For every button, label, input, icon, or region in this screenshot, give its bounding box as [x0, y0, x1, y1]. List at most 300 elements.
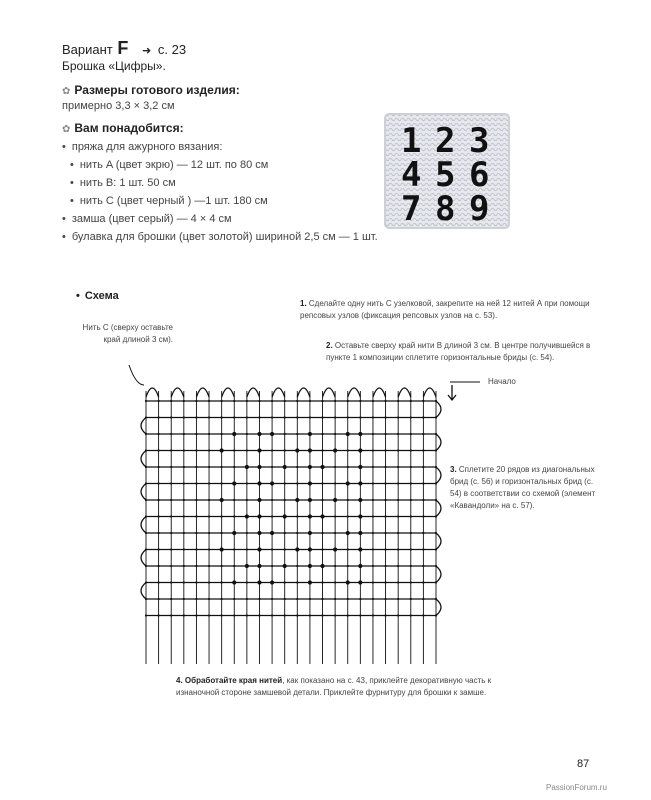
knot-dot	[195, 532, 197, 534]
knot-dot	[170, 581, 172, 583]
knot-dot	[284, 449, 286, 451]
knot-dot	[233, 499, 235, 501]
knot-dot	[384, 598, 386, 600]
knot-dot	[296, 400, 298, 402]
knot-dot	[296, 515, 298, 517]
knot-dot	[170, 532, 172, 534]
knot-dot	[296, 532, 298, 534]
knot-dot	[410, 499, 412, 501]
knot-dot	[435, 565, 437, 567]
knot-dot	[284, 532, 286, 534]
knot-dot	[334, 466, 336, 468]
knot-dot	[295, 448, 299, 452]
knot-dot	[334, 515, 336, 517]
knot-dot	[410, 466, 412, 468]
knot-dot	[372, 416, 374, 418]
knot-dot	[284, 548, 286, 550]
knot-dot	[422, 433, 424, 435]
top-loop	[247, 388, 260, 397]
knot-dot	[145, 433, 147, 435]
knot-dot	[435, 598, 437, 600]
knot-dot	[183, 614, 185, 616]
knot-dot	[233, 400, 235, 402]
knot-dot	[170, 548, 172, 550]
knot-dot	[257, 448, 261, 452]
knot-dot	[246, 614, 248, 616]
variant-label: Вариант	[62, 42, 113, 57]
item-title: Брошка «Цифры».	[62, 59, 166, 73]
knot-dot	[233, 565, 235, 567]
knot-dot	[221, 400, 223, 402]
knot-dot	[397, 400, 399, 402]
knot-dot	[158, 614, 160, 616]
top-loop	[171, 388, 184, 397]
knot-dot	[246, 598, 248, 600]
knot-dot	[170, 598, 172, 600]
knot-dot	[410, 548, 412, 550]
knot-dot	[183, 515, 185, 517]
knot-dot	[358, 531, 362, 535]
knot-dot	[359, 400, 361, 402]
knot-dot	[347, 416, 349, 418]
knot-dot	[183, 400, 185, 402]
top-loop	[423, 388, 436, 397]
knot-dot	[195, 433, 197, 435]
knot-dot	[258, 598, 260, 600]
knot-dot	[358, 564, 362, 568]
knot-dot	[321, 449, 323, 451]
knot-dot	[145, 532, 147, 534]
knot-dot	[145, 598, 147, 600]
knot-dot	[158, 400, 160, 402]
knot-dot	[358, 580, 362, 584]
knot-dot	[334, 482, 336, 484]
knot-dot	[158, 449, 160, 451]
knot-dot	[435, 548, 437, 550]
knot-dot	[321, 400, 323, 402]
knot-dot	[295, 498, 299, 502]
knot-dot	[334, 598, 336, 600]
knot-dot	[284, 433, 286, 435]
knot-dot	[397, 548, 399, 550]
knot-dot	[233, 515, 235, 517]
step-3-note: 3. Сплетите 20 рядов из диагональных брид (с. 56) и горизонтальных брид (с. 54) в соответствии со схемой (элемент «Кавандоли» на с. 57).	[450, 465, 596, 510]
photo-digit: 7	[401, 189, 422, 229]
knot-dot	[233, 416, 235, 418]
knot-dot	[372, 581, 374, 583]
knot-dot	[158, 466, 160, 468]
knot-dot	[233, 466, 235, 468]
knot-dot	[245, 465, 249, 469]
knot-dot	[308, 465, 312, 469]
knot-dot	[208, 466, 210, 468]
top-loop	[196, 388, 209, 397]
knot-dot	[221, 565, 223, 567]
knot-dot	[372, 466, 374, 468]
knot-dot	[257, 481, 261, 485]
knot-dot	[320, 465, 324, 469]
knot-dot	[372, 482, 374, 484]
knot-dot	[422, 466, 424, 468]
knot-dot	[208, 449, 210, 451]
knot-dot	[410, 515, 412, 517]
knot-dot	[233, 598, 235, 600]
knot-dot	[283, 564, 287, 568]
knot-dot	[397, 515, 399, 517]
knot-dot	[346, 531, 350, 535]
knot-dot	[183, 598, 185, 600]
knot-dot	[397, 433, 399, 435]
knot-dot	[283, 465, 287, 469]
photo-digit: 9	[469, 189, 490, 229]
knot-dot	[435, 416, 437, 418]
knot-dot	[384, 449, 386, 451]
knot-dot	[271, 499, 273, 501]
knot-dot	[410, 532, 412, 534]
photo-digit: 6	[469, 155, 490, 195]
knot-dot	[435, 532, 437, 534]
knot-dot	[321, 598, 323, 600]
knot-dot	[195, 565, 197, 567]
sizes-value: примерно 3,3 × 3,2 см	[62, 100, 175, 112]
knot-dot	[410, 433, 412, 435]
knot-dot	[372, 548, 374, 550]
knot-dot	[397, 466, 399, 468]
knot-dot	[358, 514, 362, 518]
knot-dot	[284, 400, 286, 402]
step-number: 2.	[326, 341, 333, 350]
materials-list	[62, 138, 378, 246]
start-label: Начало	[488, 377, 516, 386]
knot-dot	[435, 614, 437, 616]
knot-dot	[170, 416, 172, 418]
knot-dot	[195, 400, 197, 402]
knot-dot	[221, 598, 223, 600]
step-4-note: 4. Обработайте края нитей, как показано на с. 43, приклейте декоративную часть к изнаночной стороне замшевой детали. Приклейте фурнитуру для брошки к замше.	[176, 676, 492, 697]
knot-dot	[309, 614, 311, 616]
knot-dot	[208, 515, 210, 517]
step-1-note: 1. Сделайте одну нить С узелковой, закрепите на ней 12 нитей А при помощи репсовых узлов (фиксация репсовых узлов на с. 53).	[300, 299, 590, 320]
knot-dot	[246, 581, 248, 583]
knot-dot	[372, 515, 374, 517]
knot-dot	[195, 466, 197, 468]
knot-dot	[296, 581, 298, 583]
knot-dot	[372, 433, 374, 435]
knot-dot	[246, 482, 248, 484]
knot-dot	[221, 515, 223, 517]
knot-dot	[422, 449, 424, 451]
knot-dot	[170, 515, 172, 517]
knot-dot	[308, 564, 312, 568]
knot-dot	[295, 547, 299, 551]
knot-dot	[359, 598, 361, 600]
knot-dot	[183, 449, 185, 451]
knot-dot	[372, 499, 374, 501]
knot-dot	[257, 498, 261, 502]
knot-dot	[347, 548, 349, 550]
knot-dot	[397, 499, 399, 501]
knot-dot	[170, 449, 172, 451]
knot-dot	[372, 449, 374, 451]
knot-dot	[384, 565, 386, 567]
knot-dot	[245, 514, 249, 518]
knot-dot	[308, 531, 312, 535]
knot-dot	[270, 531, 274, 535]
knot-dot	[422, 581, 424, 583]
knot-dot	[271, 565, 273, 567]
knot-dot	[221, 532, 223, 534]
knot-dot	[271, 400, 273, 402]
knot-dot	[435, 400, 437, 402]
knot-dot	[321, 482, 323, 484]
knot-dot	[257, 465, 261, 469]
knot-dot	[158, 581, 160, 583]
knot-dot	[183, 581, 185, 583]
knot-dot	[158, 482, 160, 484]
knot-dot	[346, 481, 350, 485]
page-ref: с. 23	[157, 42, 187, 57]
knot-dot	[170, 499, 172, 501]
knot-dot	[221, 466, 223, 468]
knot-dot	[334, 565, 336, 567]
knot-dot	[246, 400, 248, 402]
knot-dot	[397, 614, 399, 616]
knot-dot	[195, 614, 197, 616]
knot-dot	[347, 565, 349, 567]
knot-dot	[221, 482, 223, 484]
knot-dot	[183, 499, 185, 501]
knot-dot	[308, 448, 312, 452]
knot-dot	[145, 614, 147, 616]
top-loop	[373, 388, 386, 397]
knot-dot	[246, 499, 248, 501]
knot-dot	[233, 548, 235, 550]
knot-dot	[296, 416, 298, 418]
knot-dot	[195, 416, 197, 418]
knot-dot	[257, 514, 261, 518]
photo-digit: 4	[401, 155, 422, 195]
top-loop	[348, 388, 361, 397]
list-item: • нить B: 1 шт. 50 см	[62, 174, 378, 192]
knot-dot	[384, 482, 386, 484]
thread-c-note: Нить С (сверху оставьте край длиной 3 см).	[82, 323, 173, 344]
knot-dot	[170, 466, 172, 468]
knot-dot	[145, 565, 147, 567]
knot-dot	[384, 548, 386, 550]
knot-dot	[358, 498, 362, 502]
list-item: • булавка для брошки (цвет золотой) шириной 2,5 см — 1 шт.	[62, 228, 378, 246]
knot-dot	[158, 515, 160, 517]
knot-dot	[233, 614, 235, 616]
knot-dot	[372, 532, 374, 534]
knot-dot	[220, 448, 224, 452]
knot-dot	[195, 449, 197, 451]
knot-dot	[422, 565, 424, 567]
knot-dot	[283, 514, 287, 518]
knot-dot	[347, 499, 349, 501]
knot-dot	[334, 581, 336, 583]
knot-dot	[435, 433, 437, 435]
knot-dot	[422, 614, 424, 616]
knot-dot	[384, 416, 386, 418]
knot-dot	[271, 548, 273, 550]
knot-dot	[208, 532, 210, 534]
list-item: • замша (цвет серый) — 4 × 4 см	[62, 210, 378, 228]
knot-dot	[358, 448, 362, 452]
knot-dot	[208, 482, 210, 484]
top-loop	[323, 388, 336, 397]
knot-dot	[308, 432, 312, 436]
knot-dot	[410, 614, 412, 616]
knot-dot	[145, 400, 147, 402]
list-item: • пряжа для ажурного вязания:	[62, 138, 378, 156]
knot-dot	[347, 598, 349, 600]
knot-dot	[145, 581, 147, 583]
knot-dot	[270, 432, 274, 436]
knot-dot	[422, 482, 424, 484]
knot-dot	[334, 400, 336, 402]
knot-dot	[232, 531, 236, 535]
knot-dot	[195, 581, 197, 583]
knot-dot	[422, 499, 424, 501]
knot-dot	[183, 482, 185, 484]
knot-dot	[195, 499, 197, 501]
knot-dot	[284, 581, 286, 583]
knot-dot	[308, 547, 312, 551]
knot-dot	[308, 481, 312, 485]
knot-dot	[410, 565, 412, 567]
knot-dot	[333, 448, 337, 452]
knot-dot	[158, 416, 160, 418]
top-loop	[146, 388, 159, 397]
top-loop	[272, 388, 285, 397]
knot-dot	[397, 532, 399, 534]
knot-dot	[246, 416, 248, 418]
sizes-heading: ✿ Размеры готового изделия:	[62, 83, 240, 97]
knot-dot	[410, 449, 412, 451]
knot-dot	[422, 598, 424, 600]
knot-dot	[158, 565, 160, 567]
knot-dot	[296, 482, 298, 484]
knot-dot	[422, 515, 424, 517]
knot-dot	[321, 499, 323, 501]
knot-dot	[296, 433, 298, 435]
variant-letter: F	[117, 38, 129, 58]
horizontal-rows	[141, 401, 441, 616]
step-number: 4.	[176, 676, 183, 685]
knot-dot	[384, 433, 386, 435]
knot-dot	[257, 564, 261, 568]
knot-dot	[208, 400, 210, 402]
variant-heading	[62, 38, 186, 59]
knot-dot	[183, 532, 185, 534]
knot-dot	[170, 482, 172, 484]
knot-dot	[410, 482, 412, 484]
knot-dot	[359, 416, 361, 418]
knot-dot	[170, 433, 172, 435]
list-item: • нить C (цвет черный ) —1 шт. 180 см	[62, 192, 378, 210]
knot-dot	[145, 499, 147, 501]
photo-digit: 1	[401, 121, 422, 161]
knot-dot	[435, 499, 437, 501]
knot-dot	[246, 433, 248, 435]
knot-dot	[384, 614, 386, 616]
materials-heading: ✿ Вам понадобится:	[62, 121, 184, 135]
knot-dot	[296, 565, 298, 567]
knot-dot	[296, 598, 298, 600]
knot-dot	[347, 614, 349, 616]
knot-dot	[308, 498, 312, 502]
knot-dot	[170, 400, 172, 402]
knot-dot	[270, 481, 274, 485]
top-loop	[398, 388, 411, 397]
knot-dot	[358, 465, 362, 469]
knot-dot	[384, 400, 386, 402]
knot-dot	[346, 432, 350, 436]
knot-dot	[145, 466, 147, 468]
step-number: 1.	[300, 299, 307, 308]
knot-dot	[320, 514, 324, 518]
knot-dot	[183, 466, 185, 468]
knot-dot	[245, 564, 249, 568]
knot-dot	[358, 481, 362, 485]
knot-dot	[145, 548, 147, 550]
top-loop	[222, 388, 235, 397]
knot-dot	[397, 416, 399, 418]
knot-dot	[333, 498, 337, 502]
knot-dot	[145, 449, 147, 451]
knot-dot	[334, 614, 336, 616]
knot-dot	[397, 581, 399, 583]
knot-dot	[309, 416, 311, 418]
knot-dot	[321, 548, 323, 550]
knot-dot	[258, 416, 260, 418]
schema-heading: • Схема	[76, 290, 119, 302]
knot-dot	[410, 598, 412, 600]
knot-dot	[321, 532, 323, 534]
product-photo	[383, 112, 511, 230]
knot-dot	[233, 449, 235, 451]
knot-dot	[158, 548, 160, 550]
knot-dot	[397, 449, 399, 451]
knot-dot	[384, 581, 386, 583]
step-number: 3.	[450, 465, 457, 474]
knot-dot	[208, 548, 210, 550]
knot-dot	[410, 581, 412, 583]
knot-dot	[422, 548, 424, 550]
knot-dot	[358, 547, 362, 551]
knot-dot	[271, 466, 273, 468]
step-2-note: 2. Оставьте сверху край нити В длиной 3 см. В центре получившейся в пункте 1 композиции сплетите горизонтальные бриды (с. 54).	[326, 341, 591, 362]
knot-dot	[309, 598, 311, 600]
knot-dot	[372, 598, 374, 600]
knot-dot	[246, 548, 248, 550]
knot-dot	[271, 598, 273, 600]
knot-dot	[170, 614, 172, 616]
knot-dot	[271, 614, 273, 616]
knot-dot	[145, 515, 147, 517]
knot-dot	[221, 416, 223, 418]
knot-dot	[232, 432, 236, 436]
knot-dot	[308, 580, 312, 584]
knot-dot	[422, 416, 424, 418]
knot-dot	[347, 466, 349, 468]
knot-dot	[221, 581, 223, 583]
knot-dot	[158, 499, 160, 501]
knot-dot	[195, 548, 197, 550]
knot-dot	[284, 614, 286, 616]
watermark: PassionForum.ru	[546, 783, 607, 792]
